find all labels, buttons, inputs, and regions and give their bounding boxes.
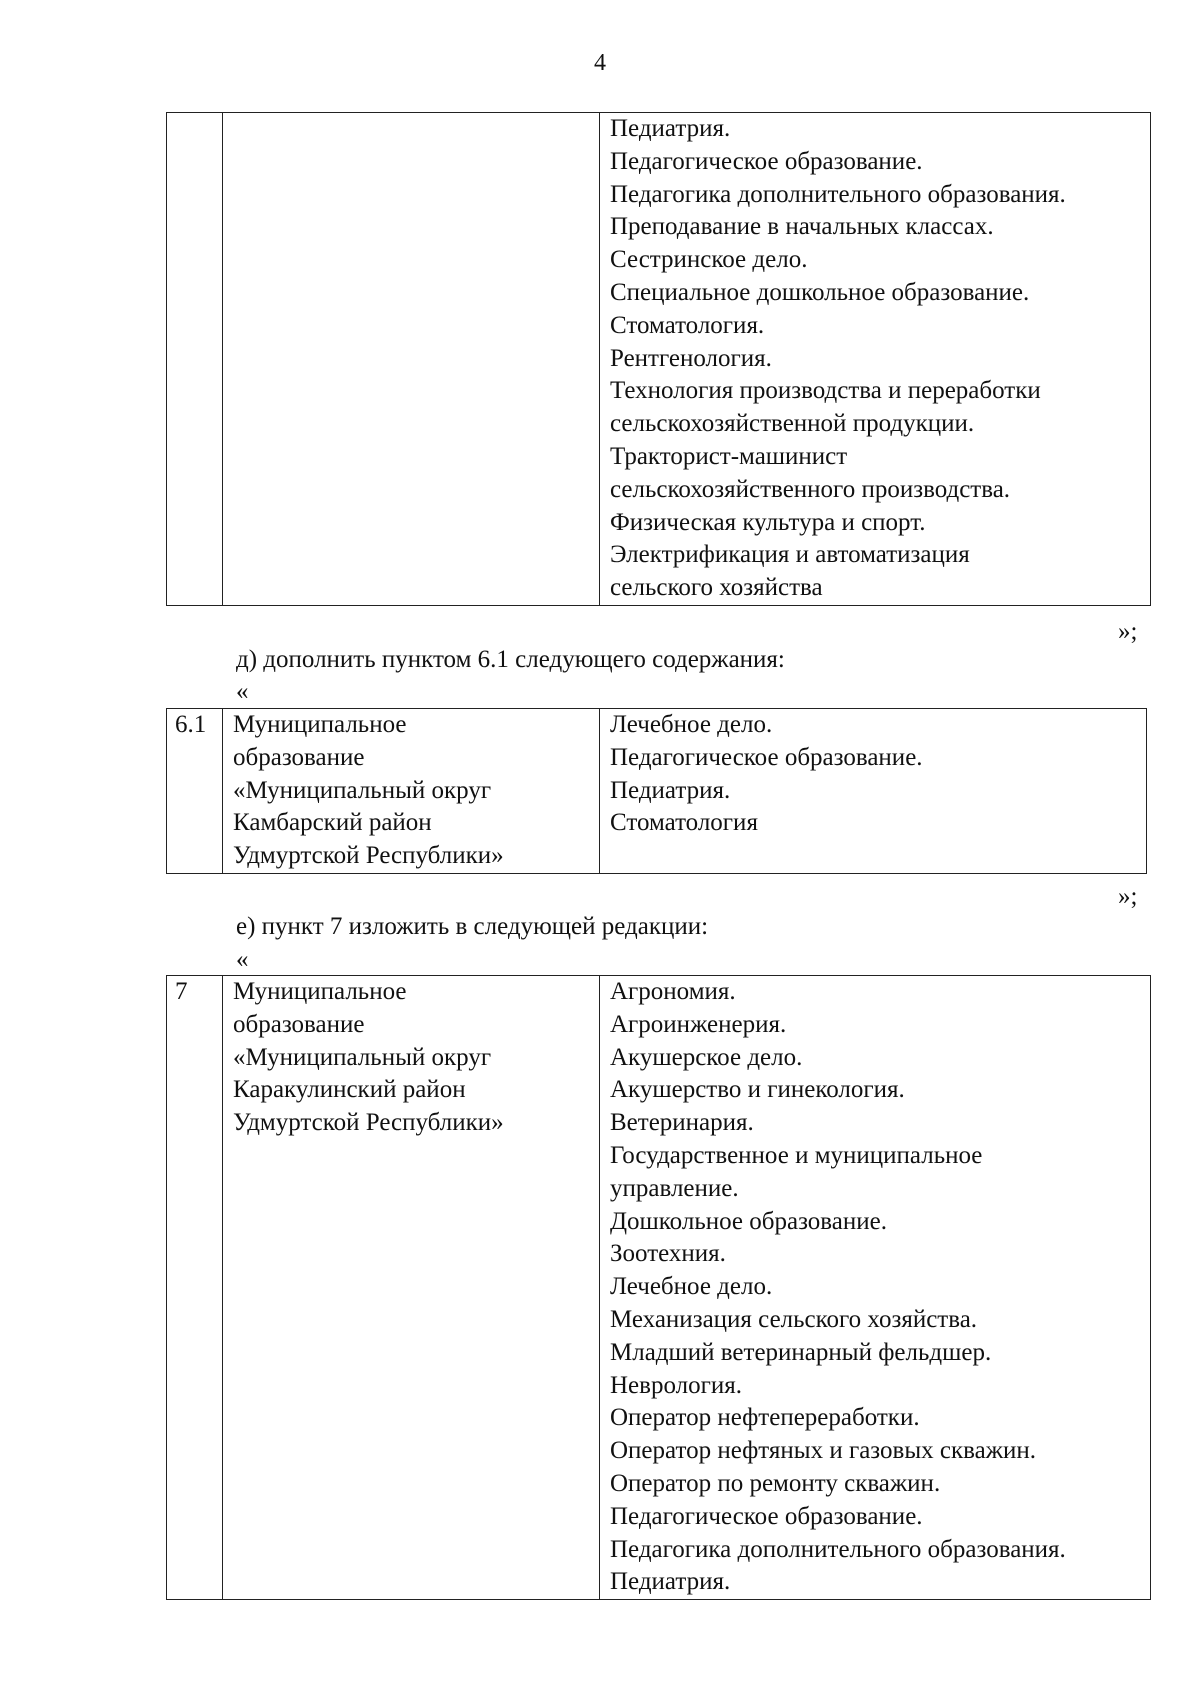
table-row xyxy=(167,113,1151,606)
text-line: Агрономия. xyxy=(610,978,736,1005)
text-line: управление. xyxy=(610,1174,739,1202)
text-line: «Муниципальный округ xyxy=(233,776,492,804)
text-line: Стоматология. xyxy=(610,311,765,339)
municipality-lines xyxy=(233,976,599,1140)
text-line: Педагогическое образование. xyxy=(610,147,923,175)
text-line: Агроинженерия. xyxy=(610,1010,787,1038)
section-e-text: е) пункт 7 изложить в следующей редакции: xyxy=(236,913,709,940)
closing-quote: »; xyxy=(1118,883,1138,910)
text-line: сельского хозяйства xyxy=(610,574,823,602)
text-line: Педиатрия. xyxy=(610,115,731,142)
text-line: сельскохозяйственной продукции. xyxy=(610,410,975,438)
text-line: Тракторист-машинист xyxy=(610,442,848,470)
municipality-cell xyxy=(223,709,600,874)
text-line: Педагогическое образование. xyxy=(610,1502,923,1530)
closing-quote: »; xyxy=(1118,618,1138,645)
text-line: Дошкольное образование. xyxy=(610,1207,887,1235)
text-line: Педагогика дополнительного образования. xyxy=(610,180,1066,208)
opening-quote: « xyxy=(236,946,249,973)
text-line: Неврология. xyxy=(610,1371,742,1399)
text-line: Муниципальное xyxy=(233,978,407,1005)
text-line: Стоматология xyxy=(610,809,758,837)
specialties-list xyxy=(610,113,1150,605)
text-line: Педагогика дополнительного образования. xyxy=(610,1535,1066,1563)
text-line: Рентгенология. xyxy=(610,344,772,372)
page-number: 4 xyxy=(594,50,606,76)
text-line: Оператор нефтепереработки. xyxy=(610,1404,920,1432)
table-row xyxy=(167,976,1151,1600)
specialties-cell xyxy=(600,113,1151,606)
text-line: образование xyxy=(233,743,365,771)
text-line: Удмуртской Республики» xyxy=(233,1109,504,1137)
opening-quote: « xyxy=(236,678,249,705)
specialties-cell xyxy=(600,709,1147,874)
row-number-cell xyxy=(167,113,223,606)
text-line: Акушерство и гинекология. xyxy=(610,1076,905,1104)
municipality-cell xyxy=(223,113,600,606)
municipality-cell xyxy=(223,976,600,1600)
text-line: Механизация сельского хозяйства. xyxy=(610,1305,978,1333)
text-line: Физическая культура и спорт. xyxy=(610,508,926,536)
table-item-6-1 xyxy=(166,708,1147,874)
text-line: Электрификация и автоматизация xyxy=(610,541,970,569)
text-line: «Муниципальный округ xyxy=(233,1043,492,1071)
text-line: Педагогическое образование. xyxy=(610,743,923,771)
text-line: Специальное дошкольное образование. xyxy=(610,278,1030,306)
text-line: образование xyxy=(233,1010,365,1038)
text-line: Зоотехния. xyxy=(610,1240,726,1268)
text-line: Оператор нефтяных и газовых скважин. xyxy=(610,1437,1036,1465)
text-line: Преподавание в начальных классах. xyxy=(610,213,994,241)
text-line: Каракулинский район xyxy=(233,1076,466,1104)
text-line: Оператор по ремонту скважин. xyxy=(610,1469,941,1497)
table-item-7 xyxy=(166,975,1151,1600)
text-line: Акушерское дело. xyxy=(610,1043,803,1071)
text-line: Технология производства и переработки xyxy=(610,377,1041,405)
text-line: Государственное и муниципальное xyxy=(610,1141,983,1169)
text-line: Педиатрия. xyxy=(610,1568,731,1596)
text-line: Педиатрия. xyxy=(610,776,731,804)
municipality-lines xyxy=(233,709,599,873)
text-line: сельскохозяйственного производства. xyxy=(610,475,1011,503)
text-line: Лечебное дело. xyxy=(610,711,773,738)
text-line: Ветеринария. xyxy=(610,1109,754,1137)
table-row xyxy=(167,709,1147,874)
text-line: Младший ветеринарный фельдшер. xyxy=(610,1338,992,1366)
text-line: Сестринское дело. xyxy=(610,246,808,274)
row-number-cell: 7 xyxy=(167,976,223,1600)
specialties-list xyxy=(610,976,1150,1599)
table-continuation xyxy=(166,112,1151,606)
text-line: Муниципальное xyxy=(233,711,407,738)
text-line: Удмуртской Республики» xyxy=(233,842,504,870)
text-line: Камбарский район xyxy=(233,809,432,837)
specialties-cell xyxy=(600,976,1151,1600)
section-d-text: д) дополнить пунктом 6.1 следующего содержания: xyxy=(236,646,785,673)
row-number-cell: 6.1 xyxy=(167,709,223,874)
text-line: Лечебное дело. xyxy=(610,1273,773,1301)
specialties-list xyxy=(610,709,1146,840)
